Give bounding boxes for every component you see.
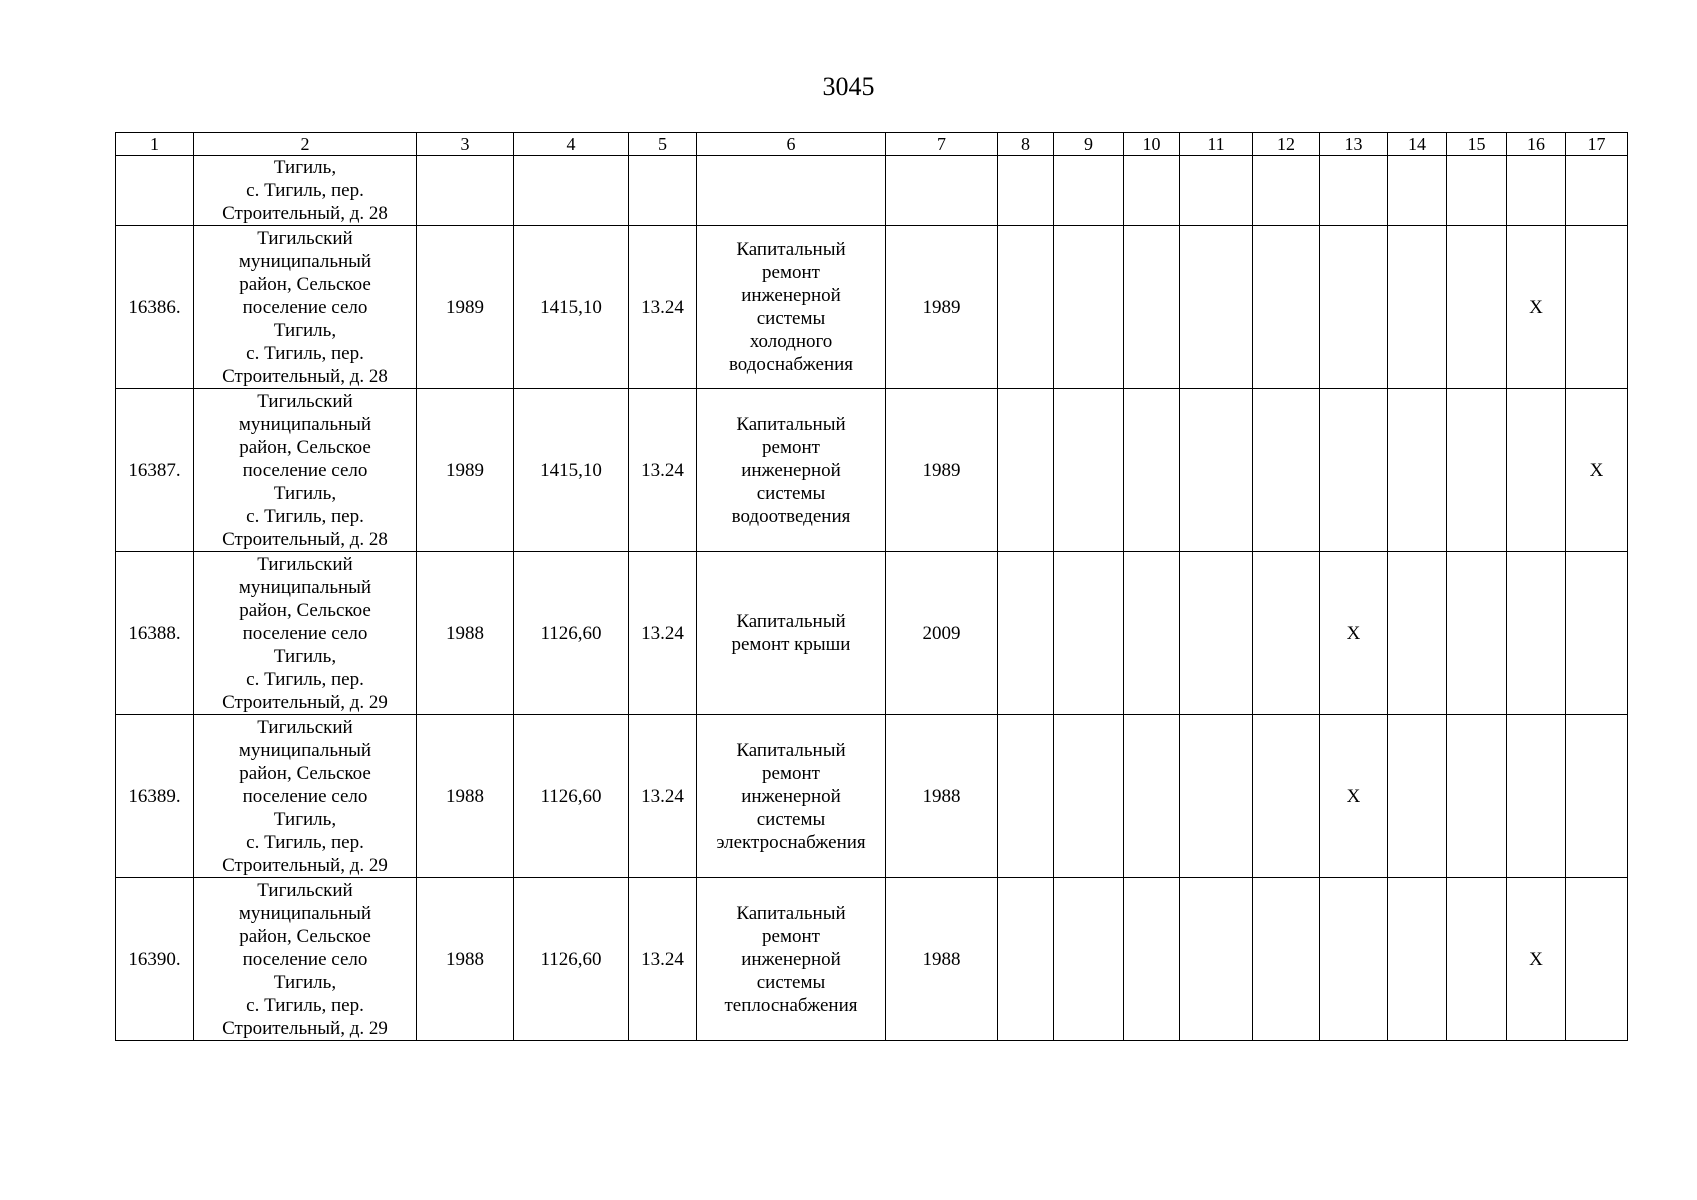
work-year-cell: 2009: [886, 552, 998, 715]
work-type-cell: Капитальный ремонт инженерной системы электроснабжения: [697, 715, 886, 878]
mark-cell: [1507, 389, 1566, 552]
empty-cell: [1124, 156, 1180, 226]
empty-cell: [1507, 156, 1566, 226]
column-header: 9: [1054, 133, 1124, 156]
mark-cell: [1253, 389, 1320, 552]
mark-cell: [1054, 878, 1124, 1041]
column-header: 17: [1566, 133, 1628, 156]
mark-cell: [1566, 552, 1628, 715]
mark-cell: [1180, 389, 1253, 552]
empty-cell: [1388, 156, 1447, 226]
empty-cell: [998, 156, 1054, 226]
work-type-cell: Капитальный ремонт крыши: [697, 552, 886, 715]
mark-cell: [1180, 552, 1253, 715]
work-year-cell: 1988: [886, 878, 998, 1041]
column-header: 15: [1447, 133, 1507, 156]
empty-cell: [1447, 156, 1507, 226]
mark-cell: [1388, 715, 1447, 878]
empty-cell: [514, 156, 629, 226]
work-type-cell: Капитальный ремонт инженерной системы холодного водоснабжения: [697, 226, 886, 389]
area-cell: 1126,60: [514, 552, 629, 715]
address-cell: Тигильский муниципальный район, Сельское поселение село Тигиль, с. Тигиль, пер. Строительный, д. 28: [194, 389, 417, 552]
empty-cell: [1320, 156, 1388, 226]
work-schedule-table: [115, 132, 1628, 1041]
column-header: 13: [1320, 133, 1388, 156]
column-number-row: [116, 133, 1628, 156]
row-number-cell: [116, 156, 194, 226]
mark-cell: [1253, 226, 1320, 389]
mark-cell: [1507, 715, 1566, 878]
area-cell: 1126,60: [514, 878, 629, 1041]
table-row: [116, 389, 1628, 552]
work-type-cell: Капитальный ремонт инженерной системы теплоснабжения: [697, 878, 886, 1041]
mark-cell: [998, 389, 1054, 552]
table-row: [116, 715, 1628, 878]
empty-cell: [697, 156, 886, 226]
mark-cell: [1124, 715, 1180, 878]
mark-cell: [1124, 878, 1180, 1041]
table-row: [116, 226, 1628, 389]
mark-cell: [1124, 226, 1180, 389]
empty-cell: [1054, 156, 1124, 226]
empty-cell: [629, 156, 697, 226]
area-cell: 1415,10: [514, 226, 629, 389]
build-year-cell: 1989: [417, 389, 514, 552]
mark-cell: [1054, 715, 1124, 878]
address-cell: Тигильский муниципальный район, Сельское поселение село Тигиль, с. Тигиль, пер. Строительный, д. 28: [194, 226, 417, 389]
mark-cell: [1388, 878, 1447, 1041]
mark-cell: X: [1320, 715, 1388, 878]
mark-cell: [1507, 552, 1566, 715]
column-header: 16: [1507, 133, 1566, 156]
mark-cell: [1180, 715, 1253, 878]
empty-cell: [1180, 156, 1253, 226]
mark-cell: [1253, 552, 1320, 715]
mark-cell: [1447, 715, 1507, 878]
address-cell: Тигиль, с. Тигиль, пер. Строительный, д. 28: [194, 156, 417, 226]
mark-cell: [1388, 389, 1447, 552]
column-header: 6: [697, 133, 886, 156]
area-cell: 1415,10: [514, 389, 629, 552]
column-header: 7: [886, 133, 998, 156]
empty-cell: [886, 156, 998, 226]
mark-cell: [1388, 552, 1447, 715]
page-number: 3045: [822, 72, 875, 101]
table-row-continuation: [116, 156, 1628, 226]
mark-cell: [1447, 389, 1507, 552]
row-number-cell: 16386.: [116, 226, 194, 389]
column-header: 3: [417, 133, 514, 156]
mark-cell: [1566, 226, 1628, 389]
mark-cell: [998, 878, 1054, 1041]
empty-cell: [1253, 156, 1320, 226]
mark-cell: [1447, 552, 1507, 715]
row-number-cell: 16387.: [116, 389, 194, 552]
column-header: 11: [1180, 133, 1253, 156]
mark-cell: [998, 226, 1054, 389]
column-header: 12: [1253, 133, 1320, 156]
mark-cell: X: [1320, 552, 1388, 715]
area-cell: 1126,60: [514, 715, 629, 878]
mark-cell: [998, 715, 1054, 878]
column-header: 10: [1124, 133, 1180, 156]
code-cell: 13.24: [629, 715, 697, 878]
build-year-cell: 1988: [417, 715, 514, 878]
row-number-cell: 16390.: [116, 878, 194, 1041]
mark-cell: [1124, 552, 1180, 715]
table-row: [116, 878, 1628, 1041]
work-type-cell: Капитальный ремонт инженерной системы водоотведения: [697, 389, 886, 552]
column-header: 14: [1388, 133, 1447, 156]
mark-cell: [998, 552, 1054, 715]
address-cell: Тигильский муниципальный район, Сельское поселение село Тигиль, с. Тигиль, пер. Строительный, д. 29: [194, 552, 417, 715]
mark-cell: [1054, 389, 1124, 552]
column-header: 4: [514, 133, 629, 156]
mark-cell: X: [1507, 878, 1566, 1041]
work-year-cell: 1989: [886, 226, 998, 389]
column-header: 8: [998, 133, 1054, 156]
build-year-cell: 1988: [417, 878, 514, 1041]
column-header: 2: [194, 133, 417, 156]
mark-cell: [1566, 878, 1628, 1041]
mark-cell: X: [1566, 389, 1628, 552]
mark-cell: X: [1507, 226, 1566, 389]
work-year-cell: 1989: [886, 389, 998, 552]
empty-cell: [1566, 156, 1628, 226]
mark-cell: [1180, 878, 1253, 1041]
mark-cell: [1180, 226, 1253, 389]
address-cell: Тигильский муниципальный район, Сельское поселение село Тигиль, с. Тигиль, пер. Строительный, д. 29: [194, 878, 417, 1041]
mark-cell: [1054, 552, 1124, 715]
table-row: [116, 552, 1628, 715]
address-cell: Тигильский муниципальный район, Сельское поселение село Тигиль, с. Тигиль, пер. Строительный, д. 29: [194, 715, 417, 878]
mark-cell: [1320, 389, 1388, 552]
code-cell: 13.24: [629, 552, 697, 715]
mark-cell: [1566, 715, 1628, 878]
code-cell: 13.24: [629, 226, 697, 389]
mark-cell: [1124, 389, 1180, 552]
mark-cell: [1388, 226, 1447, 389]
mark-cell: [1054, 226, 1124, 389]
column-header: 5: [629, 133, 697, 156]
work-year-cell: 1988: [886, 715, 998, 878]
build-year-cell: 1989: [417, 226, 514, 389]
column-header: 1: [116, 133, 194, 156]
mark-cell: [1447, 226, 1507, 389]
code-cell: 13.24: [629, 878, 697, 1041]
code-cell: 13.24: [629, 389, 697, 552]
mark-cell: [1253, 878, 1320, 1041]
mark-cell: [1320, 226, 1388, 389]
empty-cell: [417, 156, 514, 226]
mark-cell: [1447, 878, 1507, 1041]
mark-cell: [1320, 878, 1388, 1041]
row-number-cell: 16389.: [116, 715, 194, 878]
build-year-cell: 1988: [417, 552, 514, 715]
mark-cell: [1253, 715, 1320, 878]
row-number-cell: 16388.: [116, 552, 194, 715]
